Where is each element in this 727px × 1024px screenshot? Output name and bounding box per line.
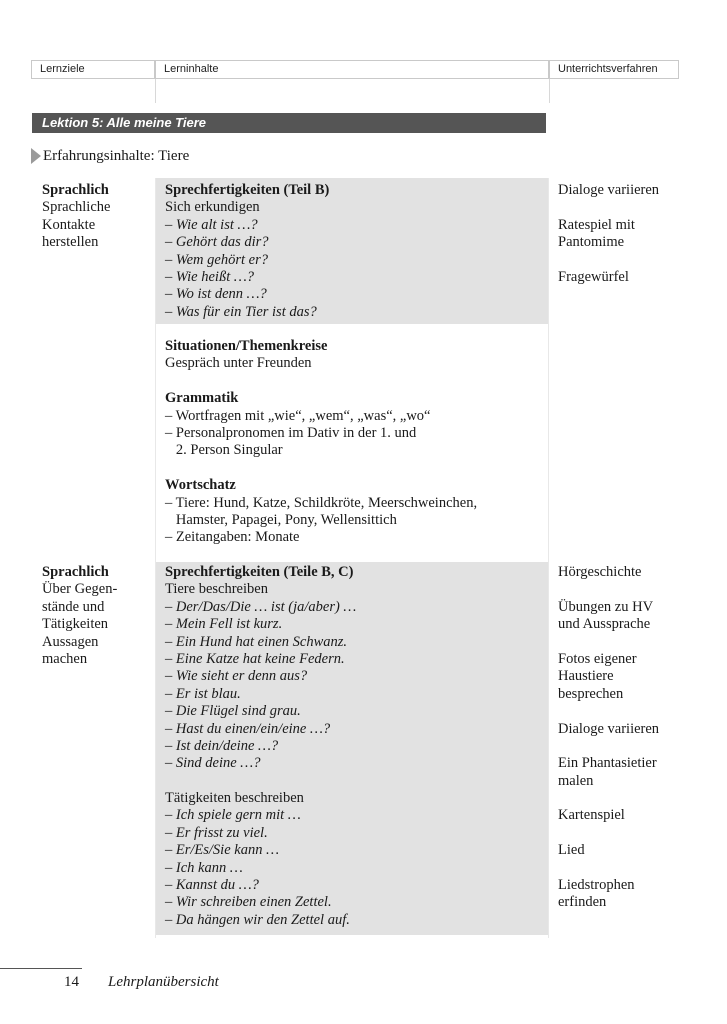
method-line: Dialoge variieren [558, 182, 660, 198]
header-unterrichtsverfahren: Unterrichtsverfahren [549, 60, 679, 79]
lektion-title-bar: Lektion 5: Alle meine Tiere [32, 113, 546, 133]
method-line: malen [558, 772, 594, 789]
block1-heading: Sprechfertigkeiten (Teil B) [165, 182, 330, 198]
phrase-item: – Kannst du …? [165, 877, 259, 894]
wortschatz-line: – Tiere: Hund, Katze, Schildkröte, Meerschweinchen, [165, 494, 478, 511]
wortschatz-line: Hamster, Papagei, Pony, Wellensittich [165, 511, 397, 528]
phrase-item: – Der/Das/Die … ist (ja/aber) … [165, 598, 357, 615]
phrase-item: – Ich spiele gern mit … [165, 807, 301, 824]
phrase-item: – Eine Katze hat keine Federn. [165, 650, 345, 667]
phrase-item: – Ein Hund hat einen Schwanz. [165, 633, 348, 650]
wortschatz-line: – Zeitangaben: Monate [165, 529, 300, 546]
goal-line: machen [42, 650, 88, 667]
phrase-item: – Wie alt ist …? [165, 216, 258, 233]
method-line [558, 703, 659, 720]
block3-methods [558, 564, 659, 912]
goal-line: stände und [42, 598, 105, 615]
phrase-item: – Ist dein/deine …? [165, 737, 279, 754]
phrase-item: – Mein Fell ist kurz. [165, 616, 283, 633]
grammatik-line: – Personalpronomen im Dativ in der 1. und [165, 424, 417, 441]
phrase-item: – Er ist blau. [165, 685, 241, 702]
grammatik-heading: Grammatik [165, 390, 239, 407]
method-line [558, 860, 659, 877]
phrase-item: – Wie heißt …? [165, 268, 255, 285]
method-line: Ratespiel mit [558, 216, 635, 233]
block3-subheading-2: Tätigkeiten beschreiben [165, 790, 304, 807]
phrase-item: – Wo ist denn …? [165, 286, 267, 303]
block1-subheading: Sich erkundigen [165, 199, 260, 216]
situationen-text: Gespräch unter Freunden [165, 355, 312, 372]
phrase-item: – Wir schreiben einen Zettel. [165, 894, 332, 911]
wortschatz-heading: Wortschatz [165, 477, 236, 494]
goal-line: Tätigkeiten [42, 616, 109, 633]
method-line [558, 790, 659, 807]
block3-goal [42, 564, 117, 668]
triangle-bullet-icon [31, 148, 41, 164]
goal-line: Über Gegen- [42, 581, 118, 598]
method-line [558, 252, 659, 269]
block3-heading: Sprechfertigkeiten (Teile B, C) [165, 564, 354, 580]
phrase-item: – Er/Es/Sie kann … [165, 842, 279, 859]
column-divider-right [548, 178, 549, 938]
page-footer-title: Lehrplanübersicht [108, 974, 219, 990]
phrase-item: – Gehört das dir? [165, 234, 269, 251]
goal-line: Aussagen [42, 633, 99, 650]
footer-rule [0, 968, 82, 969]
grammatik-line: – Wortfragen mit „wie“, „wem“, „was“, „wo“ [165, 407, 431, 424]
method-line: Dialoge variieren [558, 720, 660, 737]
method-line [558, 199, 659, 216]
method-line: Kartenspiel [558, 807, 625, 824]
method-line: erfinden [558, 894, 607, 911]
method-line: Hörgeschichte [558, 564, 642, 580]
phrase-item: – Wie sieht er denn aus? [165, 668, 308, 685]
block3-content [165, 564, 356, 929]
method-line: Haustiere [558, 668, 614, 685]
phrase-item: – Wem gehört er? [165, 251, 268, 268]
phrase-item: – Er frisst zu viel. [165, 824, 268, 841]
phrase-item: – Da hängen wir den Zettel auf. [165, 911, 350, 928]
block3-subheading-1: Tiere beschreiben [165, 581, 268, 598]
block1-goal [42, 182, 110, 252]
method-line [558, 738, 659, 755]
method-line: Fotos eigener [558, 650, 637, 667]
header-divider-right [549, 79, 550, 103]
header-lerninhalte: Lerninhalte [155, 60, 549, 79]
phrase-item: – Sind deine …? [165, 755, 261, 772]
phrase-item: – Ich kann … [165, 859, 243, 876]
page-number: 14 [64, 974, 79, 990]
method-line [558, 634, 659, 651]
goal-line: Sprachliche [42, 199, 111, 216]
phrase-item: – Was für ein Tier ist das? [165, 303, 317, 320]
block2-content [165, 338, 477, 547]
method-line: Pantomime [558, 234, 625, 251]
goal-line: herstellen [42, 234, 99, 251]
method-line [558, 581, 659, 598]
erfahrungsinhalte: Erfahrungsinhalte: Tiere [43, 148, 190, 164]
method-line [558, 825, 659, 842]
phrase-item: – Hast du einen/ein/eine …? [165, 720, 331, 737]
goal-line: Kontakte [42, 216, 96, 233]
method-line: besprechen [558, 685, 624, 702]
phrase-item: – Die Flügel sind grau. [165, 703, 301, 720]
method-line: Lied [558, 842, 585, 859]
method-line: Fragewürfel [558, 268, 629, 285]
block1-content [165, 182, 329, 321]
situationen-heading: Situationen/Themenkreise [165, 338, 328, 354]
goal-heading: Sprachlich [42, 564, 109, 580]
method-line: und Aussprache [558, 616, 651, 633]
header-divider-left [155, 79, 156, 103]
column-divider-left [155, 178, 156, 938]
method-line: Liedstrophen [558, 877, 635, 894]
grammatik-line: 2. Person Singular [165, 442, 283, 459]
method-line: Übungen zu HV [558, 598, 654, 615]
goal-heading: Sprachlich [42, 182, 109, 198]
method-line: Ein Phantasietier [558, 755, 657, 772]
header-lernziele: Lernziele [31, 60, 155, 79]
block1-methods [558, 182, 659, 286]
